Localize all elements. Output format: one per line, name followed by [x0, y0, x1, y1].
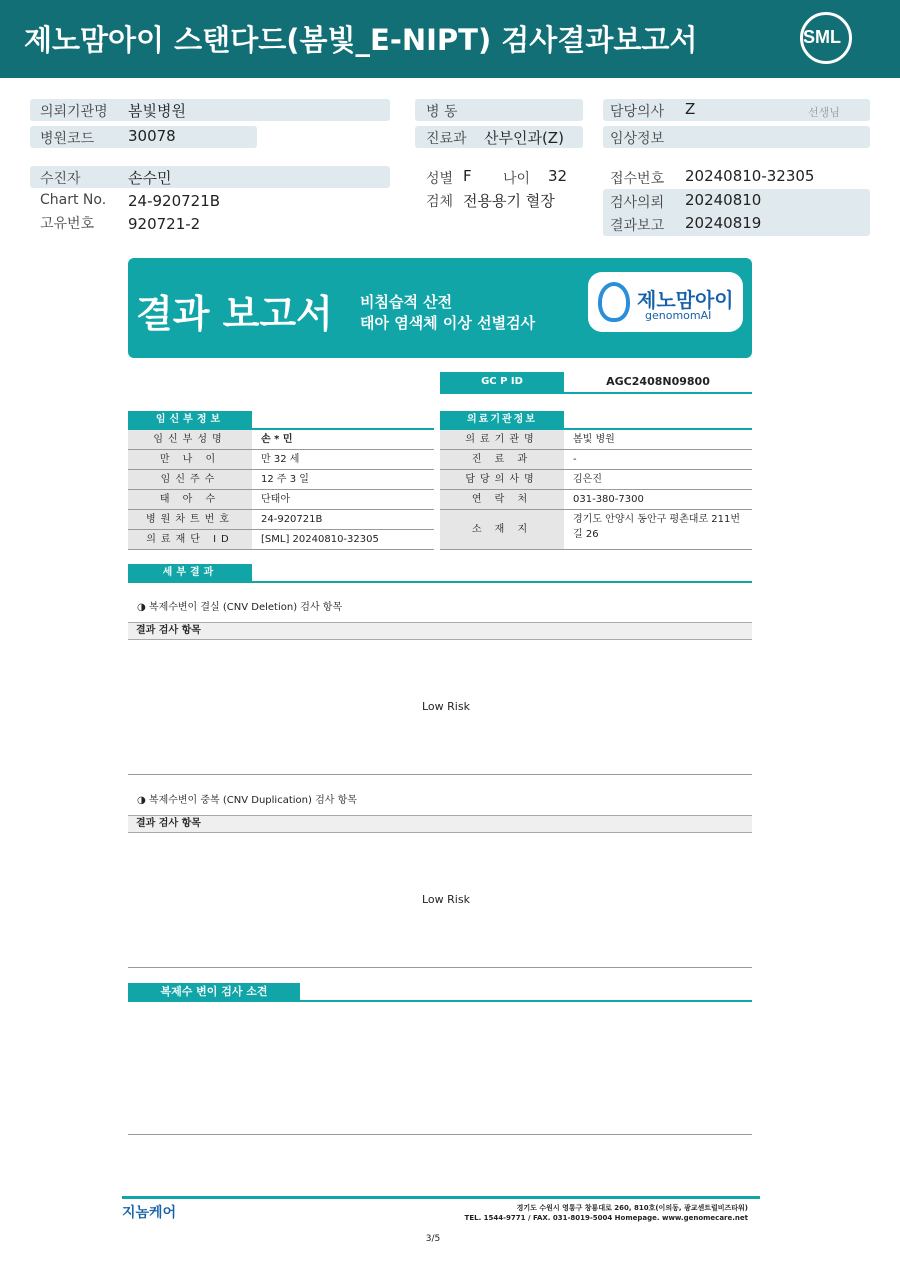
- pregnant-row-value: 만 32 세: [261, 454, 300, 465]
- code-value: 30078: [128, 127, 176, 145]
- report-date-label: 결과보고: [610, 218, 665, 234]
- code-label: 병원코드: [40, 131, 95, 147]
- dept-value: 산부인과(Z): [484, 129, 564, 147]
- gcp-id-value: AGC2408N09800: [606, 375, 710, 388]
- pregnant-row-value: 12 주 3 일: [261, 474, 309, 485]
- patient-value: 손수민: [128, 169, 172, 187]
- ward-label: 병 동: [426, 104, 458, 120]
- opinion-section-tab: 복제수 변이 검사 소견: [128, 983, 300, 1001]
- unique-label: 고유번호: [40, 216, 95, 232]
- clinical-label: 임상정보: [610, 131, 665, 147]
- institution-row-label: 연 락 처: [440, 490, 564, 509]
- institution-row-value: 봄빛 병원: [573, 434, 615, 445]
- dept-label: 진료과: [426, 131, 467, 147]
- footer-contact: TEL. 1544-9771 / FAX. 031-8019-5004 Homepage. www.genomecare.net: [464, 1214, 748, 1222]
- genomom-logo-icon: [598, 282, 630, 322]
- receipt-value: 20240810-32305: [685, 167, 815, 185]
- footer-line: [122, 1196, 760, 1199]
- banner-sub2: 태아 염색체 이상 선별검사: [360, 314, 536, 332]
- report-date-value: 20240819: [685, 214, 762, 232]
- unique-value: 920721-2: [128, 215, 201, 233]
- doctor-label: 담당의사: [610, 104, 665, 120]
- genomecare-logo: 지놈케어: [122, 1205, 177, 1221]
- pregnant-row-label: 임신부성명: [128, 430, 252, 449]
- institution-row-label: 담당의사명: [440, 470, 564, 489]
- gcp-id-label: GC P ID: [440, 372, 564, 392]
- age-label: 나이: [503, 171, 531, 187]
- opinion-top-line: [128, 1000, 752, 1002]
- brand-kr: 제노맘아이: [637, 288, 734, 312]
- pregnant-row-value: 24-920721B: [261, 514, 323, 525]
- pregnant-row-label: 임신주수: [128, 470, 252, 489]
- institution-row-label: 진 료 과: [440, 450, 564, 469]
- patient-row-bg: [30, 166, 390, 188]
- deletion-header-bar: 결과 검사 항목: [128, 622, 752, 640]
- doctor-suffix: 선생님: [808, 106, 840, 119]
- doctor-value: Z: [685, 100, 696, 118]
- detail-section-tab: 세부결과: [128, 564, 252, 582]
- receipt-label: 접수번호: [610, 171, 665, 187]
- specimen-value: 전용용기 혈장: [463, 192, 555, 210]
- pregnant-row-label: 만 나 이: [128, 450, 252, 469]
- opinion-bottom-line: [128, 1134, 752, 1135]
- deletion-title: ◑ 복제수변이 결실 (CNV Deletion) 검사 항목: [137, 602, 343, 613]
- age-value: 32: [548, 167, 568, 185]
- duplication-header-bar: 결과 검사 항목: [128, 815, 752, 833]
- deletion-bottom-line: [128, 774, 752, 775]
- patient-label: 수진자: [40, 171, 81, 187]
- page-number: 3/5: [425, 1234, 441, 1244]
- chart-value: 24-920721B: [128, 192, 221, 210]
- institution-section-tab: 의료기관정보: [440, 411, 564, 429]
- chart-label: Chart No.: [40, 192, 107, 208]
- sex-label: 성별: [426, 171, 454, 187]
- pregnant-row-value: [SML] 20240810-32305: [261, 534, 379, 545]
- pregnant-row-value: 단태아: [261, 494, 290, 505]
- institution-row-value: 031-380-7300: [573, 494, 644, 505]
- institution-row-label: 의료기관명: [440, 430, 564, 449]
- hospital-label: 의뢰기관명: [40, 104, 108, 120]
- request-value: 20240810: [685, 191, 762, 209]
- pregnant-section-tab: 임신부정보: [128, 411, 252, 429]
- sex-value: F: [463, 167, 472, 185]
- institution-row-value: 김은진: [573, 474, 602, 485]
- institution-row-value-line2: 길 26: [573, 529, 599, 540]
- pregnant-row-label: 태 아 수: [128, 490, 252, 509]
- row-divider: [128, 549, 434, 550]
- hospital-value: 봄빛병원: [128, 102, 186, 120]
- duplication-title: ◑ 복제수변이 중복 (CNV Duplication) 검사 항목: [137, 795, 357, 806]
- report-title: 제노맘아이 스탠다드(봄빛_E-NIPT) 검사결과보고서: [24, 23, 698, 57]
- row-divider: [440, 549, 752, 550]
- specimen-label: 검체: [426, 194, 454, 210]
- deletion-result: Low Risk: [422, 700, 470, 713]
- request-label: 검사의뢰: [610, 195, 665, 211]
- pregnant-row-value: 손 * 민: [261, 434, 293, 445]
- duplication-result: Low Risk: [422, 893, 470, 906]
- institution-row-label: 소 재 지: [440, 510, 564, 549]
- brand-en: genomomAI: [645, 309, 712, 322]
- institution-row-value: 경기도 안양시 동안구 평촌대로 211번: [573, 514, 741, 525]
- pregnant-row-label: 의료재단 ID: [128, 530, 252, 549]
- footer-address: 경기도 수원시 영통구 창룡대로 260, 810호(이의동, 광교센트럴비즈타워): [516, 1204, 748, 1212]
- duplication-bottom-line: [128, 967, 752, 968]
- banner-title: 결과 보고서: [136, 292, 333, 336]
- detail-top-line: [128, 581, 752, 583]
- institution-row-value: -: [573, 454, 577, 465]
- pregnant-row-label: 병원차트번호: [128, 510, 252, 529]
- gcp-underline: [440, 392, 752, 394]
- sml-logo-text: SML: [803, 27, 841, 47]
- banner-sub1: 비침습적 산전: [360, 293, 453, 311]
